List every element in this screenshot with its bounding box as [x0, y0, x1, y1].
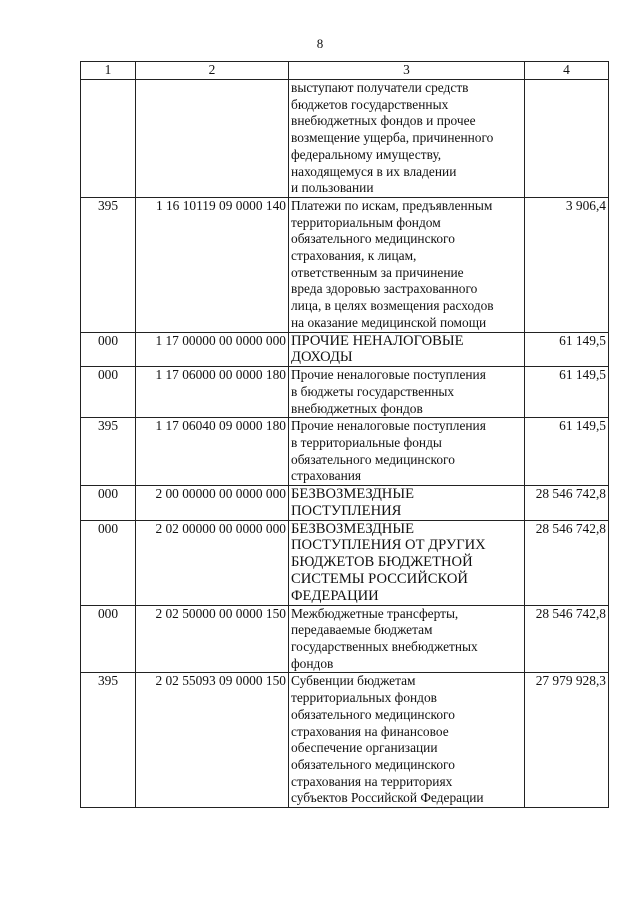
- revenue-name-line: возмещение ущерба, причиненного: [291, 130, 494, 146]
- revenue-name-line: ПРОЧИЕ НЕНАЛОГОВЫЕ: [291, 332, 464, 349]
- budget-classification-code-cell: [136, 80, 289, 198]
- revenue-name-line: фондов: [291, 655, 334, 671]
- column-header: 2: [136, 62, 289, 80]
- revenue-name-line: обязательного медицинского: [291, 756, 455, 772]
- revenue-name-line: БЮДЖЕТОВ БЮДЖЕТНОЙ: [291, 554, 473, 571]
- revenue-name-line: СИСТЕМЫ РОССИЙСКОЙ: [291, 571, 468, 588]
- revenue-name-line: территориальных фондов: [291, 690, 438, 706]
- revenue-name-cell: [289, 80, 525, 198]
- page-number: 8: [316, 36, 324, 51]
- revenue-name-line: ПОСТУПЛЕНИЯ: [291, 502, 402, 519]
- amount-cell: 61 149,5: [525, 418, 609, 486]
- revenue-name-line: выступают получатели средств: [291, 80, 469, 95]
- revenue-name-cell: [289, 486, 525, 521]
- amount-cell: 61 149,5: [525, 367, 609, 418]
- table-row: [81, 418, 609, 486]
- admin-code-cell: 000: [81, 486, 136, 521]
- revenue-name-line: страхования на финансовое: [291, 723, 449, 739]
- admin-code-cell: 000: [81, 332, 136, 367]
- revenue-name-line: на оказание медицинской помощи: [291, 314, 487, 330]
- revenue-name-line: передаваемые бюджетам: [291, 622, 433, 638]
- amount-cell: 28 546 742,8: [525, 605, 609, 673]
- revenue-name-line: лица, в целях возмещения расходов: [291, 298, 494, 314]
- budget-classification-code-cell: 2 02 50000 00 0000 150: [136, 605, 289, 673]
- admin-code-cell: [81, 80, 136, 198]
- revenue-name-line: Субвенции бюджетам: [291, 673, 416, 689]
- budget-classification-code-cell: 1 16 10119 09 0000 140: [136, 197, 289, 332]
- revenue-name-line: ФЕДЕРАЦИИ: [291, 587, 379, 604]
- revenue-name-line: Прочие неналоговые поступления: [291, 418, 486, 434]
- revenue-name-line: находящемуся в их владении: [291, 163, 457, 179]
- admin-code-cell: 395: [81, 418, 136, 486]
- table-row: [81, 605, 609, 673]
- revenue-name-line: страхования, к лицам,: [291, 248, 417, 264]
- column-header: 3: [289, 62, 525, 80]
- revenue-name-line: Платежи по искам, предъявленным: [291, 197, 493, 213]
- revenue-name-line: Прочие неналоговые поступления: [291, 367, 486, 383]
- revenue-name-line: бюджетов государственных: [291, 96, 449, 112]
- revenue-name-cell: [289, 332, 525, 367]
- revenue-name-line: ДОХОДЫ: [291, 349, 353, 366]
- amount-cell: 28 546 742,8: [525, 486, 609, 521]
- admin-code-cell: 000: [81, 605, 136, 673]
- table-header-row: [81, 62, 609, 80]
- amount-cell: 28 546 742,8: [525, 520, 609, 605]
- revenue-name-line: обязательного медицинского: [291, 706, 455, 722]
- budget-classification-code-cell: 2 00 00000 00 0000 000: [136, 486, 289, 521]
- revenue-name-line: территориальным фондом: [291, 214, 441, 230]
- revenue-name-line: страхования на территориях: [291, 773, 453, 789]
- revenue-name-line: и пользовании: [291, 180, 374, 196]
- revenue-name-line: государственных внебюджетных: [291, 639, 478, 655]
- table-row: [81, 673, 609, 808]
- budget-classification-code-cell: 2 02 55093 09 0000 150: [136, 673, 289, 808]
- revenue-name-line: ответственным за причинение: [291, 264, 464, 280]
- budget-classification-code-cell: 1 17 00000 00 0000 000: [136, 332, 289, 367]
- revenue-name-line: в территориальные фонды: [291, 434, 442, 450]
- revenue-name-line: Межбюджетные трансферты,: [291, 605, 459, 621]
- revenue-name-line: внебюджетных фондов: [291, 400, 423, 416]
- table-row: [81, 197, 609, 332]
- admin-code-cell: 395: [81, 673, 136, 808]
- revenue-table: [80, 61, 609, 808]
- revenue-name-line: обязательного медицинского: [291, 231, 455, 247]
- revenue-name-cell: [289, 367, 525, 418]
- budget-classification-code-cell: 1 17 06040 09 0000 180: [136, 418, 289, 486]
- revenue-name-cell: [289, 418, 525, 486]
- table-body: [81, 80, 609, 808]
- revenue-name-line: внебюджетных фондов и прочее: [291, 113, 476, 129]
- revenue-name-line: БЕЗВОЗМЕЗДНЫЕ: [291, 520, 414, 537]
- revenue-name-line: ПОСТУПЛЕНИЯ ОТ ДРУГИХ: [291, 537, 486, 554]
- revenue-name-cell: [289, 197, 525, 332]
- table-row: [81, 520, 609, 605]
- budget-classification-code-cell: 1 17 06000 00 0000 180: [136, 367, 289, 418]
- revenue-name-line: обязательного медицинского: [291, 451, 455, 467]
- revenue-name-cell: [289, 673, 525, 808]
- amount-cell: 27 979 928,3: [525, 673, 609, 808]
- amount-cell: 3 906,4: [525, 197, 609, 332]
- amount-cell: 61 149,5: [525, 332, 609, 367]
- revenue-name-line: субъектов Российской Федерации: [291, 790, 484, 806]
- revenue-name-line: обеспечение организации: [291, 740, 438, 756]
- table-row: [81, 486, 609, 521]
- amount-cell: [525, 80, 609, 198]
- revenue-name-cell: [289, 520, 525, 605]
- revenue-name-line: БЕЗВОЗМЕЗДНЫЕ: [291, 486, 414, 503]
- revenue-name-line: вреда здоровью застрахованного: [291, 281, 478, 297]
- admin-code-cell: 395: [81, 197, 136, 332]
- table-row: [81, 367, 609, 418]
- admin-code-cell: 000: [81, 520, 136, 605]
- revenue-name-line: федеральному имуществу,: [291, 146, 442, 162]
- revenue-name-cell: [289, 605, 525, 673]
- table-row: [81, 80, 609, 198]
- budget-classification-code-cell: 2 02 00000 00 0000 000: [136, 520, 289, 605]
- admin-code-cell: 000: [81, 367, 136, 418]
- revenue-name-line: в бюджеты государственных: [291, 383, 455, 399]
- column-header: 4: [525, 62, 609, 80]
- table-row: [81, 332, 609, 367]
- revenue-name-line: страхования: [291, 468, 362, 484]
- column-header: 1: [81, 62, 136, 80]
